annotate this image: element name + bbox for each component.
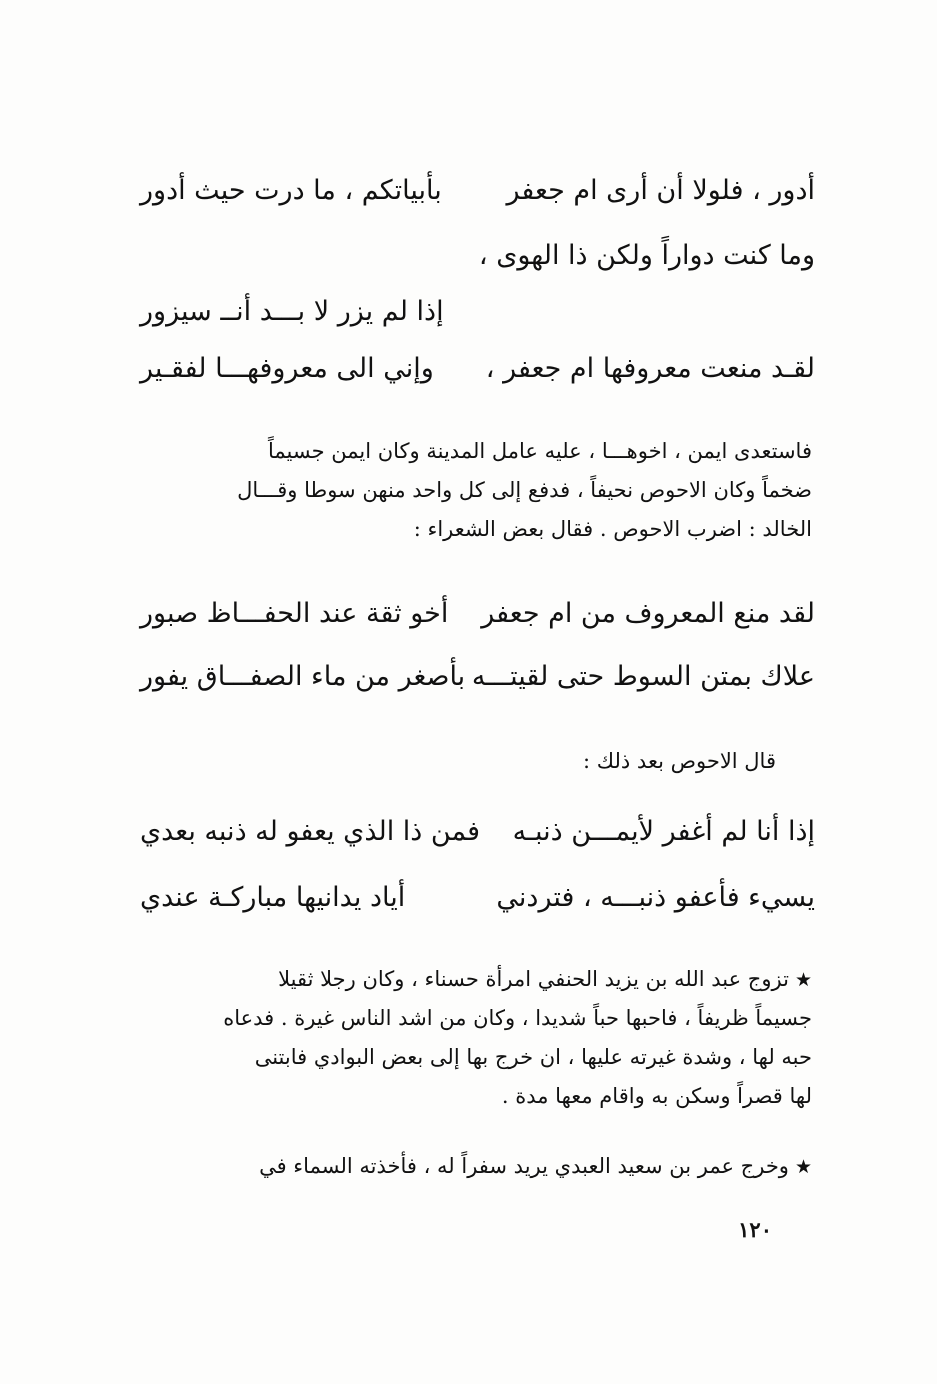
prose-paragraph-one [140, 432, 812, 549]
hemistich-second: بأصغر من ماء الصفـــاق يفور [140, 661, 466, 692]
intro-line: قال الاحوص بعد ذلك : [583, 749, 776, 773]
hemistich-second: أياد يدانيها مباركـة عندي [140, 882, 406, 913]
hemistich-first: إذا أنا لم أغفر لأيمـــن ذنبـه [512, 816, 815, 847]
poem-two-verse-1 [140, 592, 815, 636]
star-icon: ★ [794, 969, 812, 991]
story-line [140, 960, 812, 999]
poem-one-verse-1 [140, 169, 815, 213]
story-two-paragraph [140, 1147, 812, 1186]
hemistich-first: لقد منع المعروف من ام جعفر [481, 598, 815, 629]
hemistich-second: وإني الى معروفهـــا لفقـير [140, 353, 434, 384]
hemistich-first: لقـد منعت معروفها ام جعفر ، [485, 353, 815, 384]
hemistich-second: إذا لم يزر لا بـــد أنــ سيزور [140, 296, 444, 327]
story-line [140, 1147, 812, 1186]
hemistich-second: بأبياتكم ، ما درت حيث أدور [140, 175, 442, 206]
story-line: جسيماً ظريفاً ، فاحبها حباً شديدا ، وكان من اشد الناس غيرة . فدعاه [223, 1006, 812, 1030]
hemistich-first: وما كنت دواراً ولكن ذا الهوى ، [478, 240, 815, 271]
poem-three-intro [140, 742, 776, 781]
prose-line: الخالد : اضرب الاحوص . فقال بعض الشعراء : [413, 517, 812, 541]
poem-two-verse-2 [140, 655, 815, 699]
story-line-text: تزوج عبد الله بن يزيد الحنفي امرأة حسناء ، وكان رجلا ثقيلا [278, 967, 789, 991]
hemistich-first: علاك بمتن السوط حتى لقيتـــه [471, 661, 815, 692]
story-one-paragraph [140, 960, 812, 1116]
poem-three-verse-2 [140, 876, 815, 920]
hemistich-second: أخو ثقة عند الحفـــاظ صبور [140, 598, 449, 629]
poem-one-verse-4 [140, 347, 815, 391]
star-icon: ★ [794, 1156, 812, 1178]
prose-line: ضخماً وكان الاحوص نحيفاً ، فدفع إلى كل واحد منهن سوطا وقـــال [237, 478, 812, 502]
story-line: حبه لها ، وشدة غيرته عليها ، ان خرج بها إلى بعض البوادي فابتنى [254, 1045, 812, 1069]
poem-one-verse-2 [140, 234, 815, 278]
hemistich-first: يسيء فأعفو ذنبـــه ، فتردني [496, 882, 815, 913]
poem-three-verse-1 [140, 810, 815, 854]
story-line-text: وخرج عمر بن سعيد العبدي يريد سفراً له ، فأخذته السماء في [259, 1154, 789, 1178]
prose-line: فاستعدى ايمن ، اخوهـــا ، عليه عامل المدينة وكان ايمن جسيماً [267, 439, 812, 463]
page-number: ١٢٠ [738, 1217, 772, 1242]
hemistich-second: فمن ذا الذي يعفو له ذنبه بعدي [140, 816, 480, 847]
hemistich-first: أدور ، فلولا أن أرى ام جعفر [506, 175, 815, 206]
story-line: لها قصراً وسكن به واقام معها مدة . [501, 1084, 812, 1108]
poem-one-verse-3 [140, 290, 815, 334]
